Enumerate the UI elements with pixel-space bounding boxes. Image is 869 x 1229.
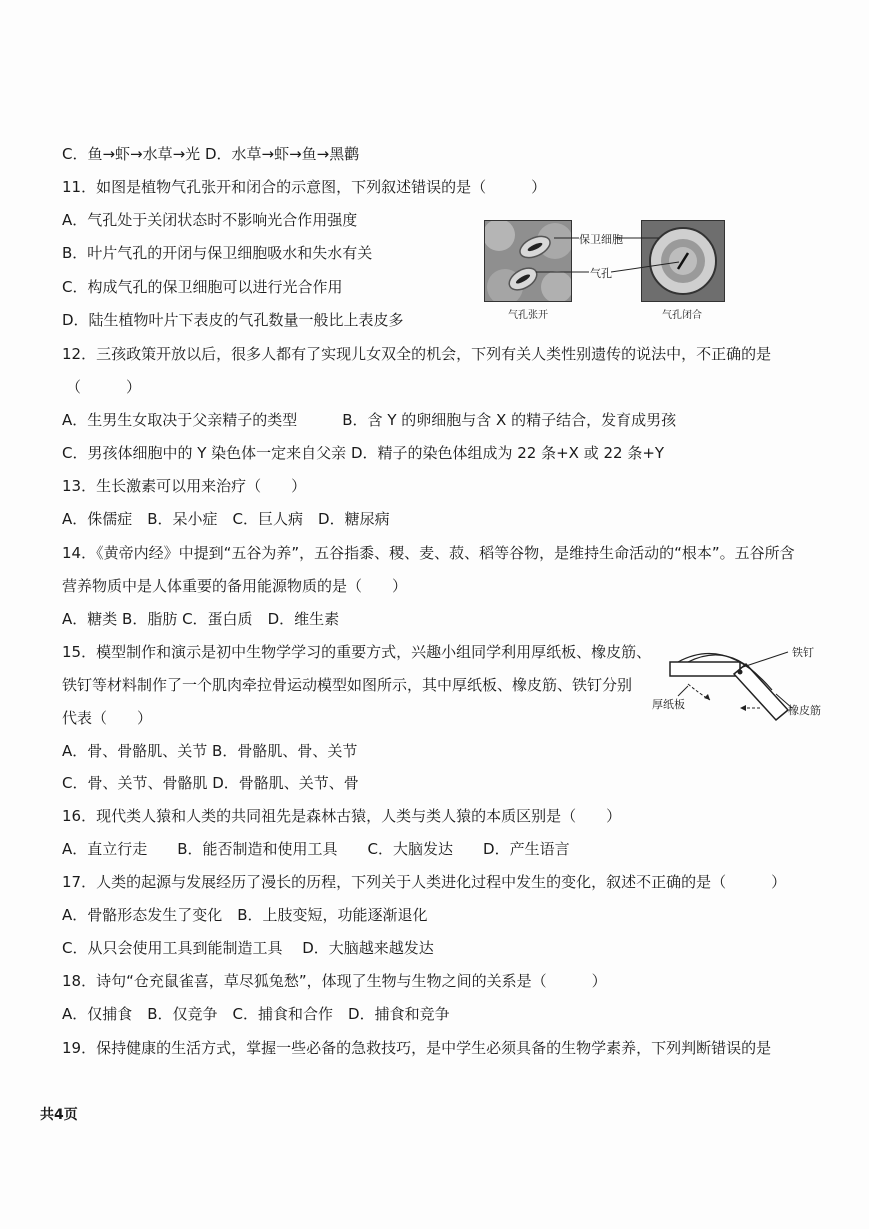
caption-stoma-open: 气孔张开 [508, 310, 548, 321]
question-15-cont2: 代表（ ） [62, 709, 153, 727]
options-14: A．糖类 B．脂肪 C．蛋白质 D．维生素 [62, 610, 340, 628]
question-15-cont1: 铁钉等材料制作了一个肌肉牵拉骨运动模型如图所示，其中厚纸板、橡皮筋、铁钉分别 [62, 676, 633, 694]
question-12: 12．三孩政策开放以后，很多人都有了实现儿女双全的机会，下列有关人类性别遗传的说法中，不正确的是 [62, 345, 772, 363]
options-12-ab: A．生男生女取决于父亲精子的类型 B．含 Y 的卵细胞与含 X 的精子结合，发育成男孩 [62, 411, 677, 429]
caption-stoma-closed: 气孔闭合 [662, 310, 702, 321]
label-cardboard: 厚纸板 [652, 698, 685, 711]
stomata-figure [484, 216, 744, 322]
question-11: 11．如图是植物气孔张开和闭合的示意图，下列叙述错误的是（ ） [62, 178, 547, 196]
page-count: 共4页 [40, 1107, 78, 1123]
options-15-cd: C．骨、关节、骨骼肌 D．骨骼肌、关节、骨 [62, 774, 359, 792]
question-13: 13．生长激素可以用来治疗（ ） [62, 477, 307, 495]
question-16: 16．现代类人猿和人类的共同祖先是森林古猿，人类与类人猿的本质区别是（ ） [62, 807, 622, 825]
question-15: 15．模型制作和演示是初中生物学学习的重要方式，兴趣小组同学利用厚纸板、橡皮筋、 [62, 643, 652, 661]
option-line-q10-cd: C．鱼→虾→水草→光 D．水草→虾→鱼→黑鹳 [62, 145, 360, 163]
question-17: 17．人类的起源与发展经历了漫长的历程，下列关于人类进化过程中发生的变化，叙述不正确的是（ ） [62, 873, 787, 891]
options-12-cd: C．男孩体细胞中的 Y 染色体一定来自父亲 D．精子的染色体组成为 22 条+X 或 22 条+Y [62, 444, 665, 462]
options-15-ab: A．骨、骨骼肌、关节 B．骨骼肌、骨、关节 [62, 742, 358, 760]
options-16: A．直立行走 B．能否制造和使用工具 C．大脑发达 D．产生语言 [62, 840, 570, 858]
question-14: 14．《黄帝内经》中提到“五谷为养”，五谷指黍、稷、麦、菽、稻等谷物，是维持生命活动的“根本”。五谷所含 [62, 544, 795, 562]
option-11-c: C．构成气孔的保卫细胞可以进行光合作用 [62, 278, 343, 296]
muscle-model-figure [648, 638, 838, 722]
options-17-ab: A．骨骼形态发生了变化 B．上肢变短，功能逐渐退化 [62, 906, 428, 924]
label-nail: 铁钉 [792, 646, 814, 659]
option-11-b: B．叶片气孔的开闭与保卫细胞吸水和失水有关 [62, 244, 373, 262]
question-14-cont: 营养物质中是人体重要的备用能源物质的是（ ） [62, 577, 408, 595]
option-11-a: A．气孔处于关闭状态时不影响光合作用强度 [62, 211, 358, 229]
option-11-d: D．陆生植物叶片下表皮的气孔数量一般比上表皮多 [62, 311, 404, 329]
label-rubber-band: 橡皮筋 [788, 704, 821, 717]
label-guard-cell: 保卫细胞 [579, 233, 623, 246]
question-19: 19．保持健康的生活方式，掌握一些必备的急救技巧，是中学生必须具备的生物学素养，下列判断错误的是 [62, 1039, 772, 1057]
label-stoma: 气孔 [590, 267, 612, 280]
options-13: A．侏儒症 B．呆小症 C．巨人病 D．糖尿病 [62, 510, 390, 528]
question-12-paren: （ ） [66, 378, 142, 396]
options-18: A．仅捕食 B．仅竞争 C．捕食和合作 D．捕食和竞争 [62, 1005, 450, 1023]
question-18: 18．诗句“仓充鼠雀喜，草尽狐兔愁”，体现了生物与生物之间的关系是（ ） [62, 972, 607, 990]
options-17-cd: C．从只会使用工具到能制造工具 D．大脑越来越发达 [62, 939, 434, 957]
